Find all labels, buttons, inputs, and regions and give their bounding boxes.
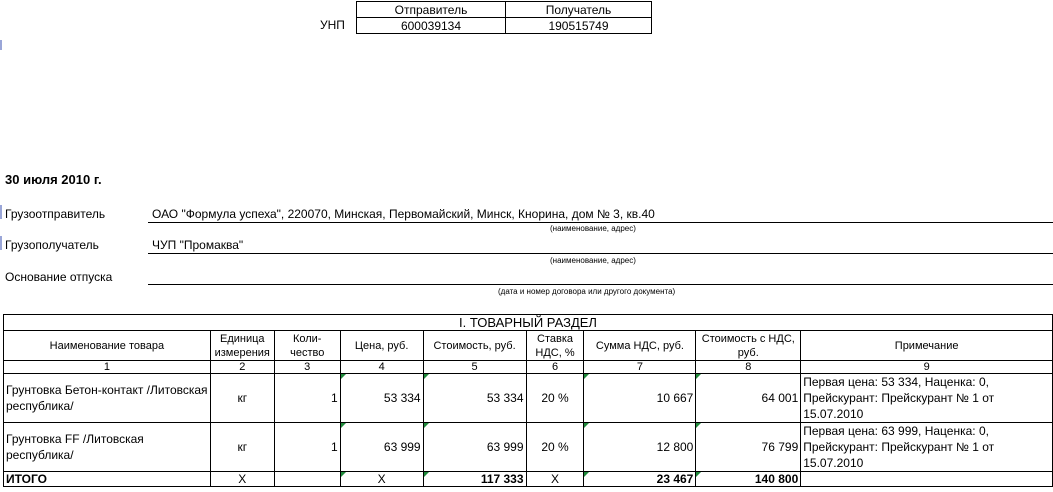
sender-header: Отправитель bbox=[357, 2, 506, 18]
column-number: 4 bbox=[340, 361, 423, 374]
col-header-qty: Коли-чество bbox=[274, 331, 340, 361]
column-number: 5 bbox=[423, 361, 526, 374]
sender-unp-value: 600039134 bbox=[357, 18, 506, 34]
basis-underline bbox=[148, 284, 1053, 285]
item-price: 63 999 bbox=[340, 423, 423, 472]
goods-table bbox=[3, 314, 1053, 487]
consignee-value: ЧУП "Промаква" bbox=[152, 238, 244, 252]
totals-label: ИТОГО bbox=[4, 472, 211, 487]
col-header-price: Цена, руб. bbox=[340, 331, 423, 361]
totals-vat-rate: Х bbox=[526, 472, 584, 487]
shipper-label: Грузоотправитель bbox=[5, 207, 106, 221]
basis-label: Основание отпуска bbox=[5, 270, 113, 284]
column-number: 2 bbox=[210, 361, 274, 374]
item-unit: кг bbox=[210, 423, 274, 472]
item-vat-rate: 20 % bbox=[526, 374, 584, 423]
col-header-name: Наименование товара bbox=[4, 331, 211, 361]
document-date: 30 июля 2010 г. bbox=[5, 172, 102, 187]
col-header-cost: Стоимость, руб. bbox=[423, 331, 526, 361]
totals-note bbox=[801, 472, 1053, 487]
section-title: I. ТОВАРНЫЙ РАЗДЕЛ bbox=[4, 315, 1053, 331]
consignee-caption: (наименование, адрес) bbox=[550, 256, 636, 265]
item-name: Грунтовка FF /Литовская республика/ bbox=[4, 423, 211, 472]
col-header-vat-rate: Ставка НДС, % bbox=[526, 331, 584, 361]
shipper-caption: (наименование, адрес) bbox=[550, 224, 636, 233]
column-number: 7 bbox=[584, 361, 696, 374]
item-total: 76 799 bbox=[696, 423, 801, 472]
receiver-header: Получатель bbox=[506, 2, 652, 18]
shipper-underline bbox=[148, 222, 1053, 223]
totals-cost: 117 333 bbox=[423, 472, 526, 487]
totals-total: 140 800 bbox=[696, 472, 801, 487]
column-number: 1 bbox=[4, 361, 211, 374]
col-header-unit: Единица измерения bbox=[210, 331, 274, 361]
totals-row bbox=[4, 472, 1053, 487]
consignee-underline bbox=[148, 253, 1053, 254]
shipper-value: ОАО "Формула успеха", 220070, Минская, Первомайский, Минск, Кнорина, дом № 3, кв.40 bbox=[152, 207, 655, 221]
table-row bbox=[4, 374, 1053, 423]
column-number: 9 bbox=[801, 361, 1053, 374]
item-note: Первая цена: 53 334, Наценка: 0, Прейскурант: Прейскурант № 1 от 15.07.2010 bbox=[801, 374, 1053, 423]
item-unit: кг bbox=[210, 374, 274, 423]
table-row bbox=[4, 423, 1053, 472]
totals-price: Х bbox=[340, 472, 423, 487]
totals-unit: Х bbox=[210, 472, 274, 487]
column-number: 3 bbox=[274, 361, 340, 374]
totals-qty bbox=[274, 472, 340, 487]
item-price: 53 334 bbox=[340, 374, 423, 423]
item-total: 64 001 bbox=[696, 374, 801, 423]
unp-table bbox=[356, 1, 652, 34]
col-header-note: Примечание bbox=[801, 331, 1053, 361]
item-note: Первая цена: 63 999, Наценка: 0, Прейскурант: Прейскурант № 1 от 15.07.2010 bbox=[801, 423, 1053, 472]
item-cost: 53 334 bbox=[423, 374, 526, 423]
col-header-total: Стоимость с НДС, руб. bbox=[696, 331, 801, 361]
item-qty: 1 bbox=[274, 374, 340, 423]
item-vat-sum: 12 800 bbox=[584, 423, 696, 472]
item-name: Грунтовка Бетон-контакт /Литовская республика/ bbox=[4, 374, 211, 423]
edge-marker bbox=[0, 205, 2, 219]
unp-label: УНП bbox=[320, 18, 345, 32]
receiver-unp-value: 190515749 bbox=[506, 18, 652, 34]
edge-marker bbox=[0, 40, 2, 50]
consignee-label: Грузополучатель bbox=[5, 238, 99, 252]
item-qty: 1 bbox=[274, 423, 340, 472]
column-number: 8 bbox=[696, 361, 801, 374]
item-cost: 63 999 bbox=[423, 423, 526, 472]
item-vat-sum: 10 667 bbox=[584, 374, 696, 423]
totals-vat-sum: 23 467 bbox=[584, 472, 696, 487]
col-header-vat-sum: Сумма НДС, руб. bbox=[584, 331, 696, 361]
edge-marker bbox=[0, 236, 2, 250]
basis-caption: (дата и номер договора или другого документа) bbox=[498, 287, 676, 296]
column-number: 6 bbox=[526, 361, 584, 374]
item-vat-rate: 20 % bbox=[526, 423, 584, 472]
